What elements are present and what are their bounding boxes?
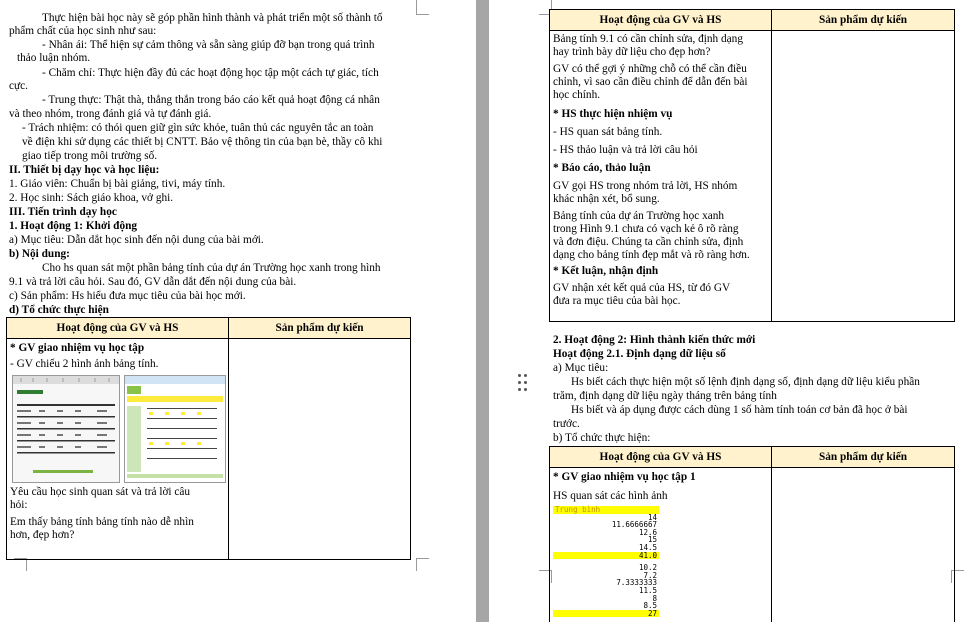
crop-mark [416,558,429,571]
activity-table-left [6,317,411,560]
sheet-cell: 14 [647,512,657,522]
section-heading: 1. Hoạt động 1: Khởi động [9,220,138,232]
activity-cell [7,339,229,560]
sheet-cell: 15 [647,535,657,545]
cell-line: GV có thể gợi ý những chỗ có thể cần điều [553,63,747,75]
paragraph-line: cực. [9,80,28,92]
product-cell [229,339,411,560]
paragraph-line: 1. Giáo viên: Chuẩn bị bài giảng, tivi, máy tính. [9,178,226,190]
column-header: Hoạt động của GV và HS [550,447,772,468]
sheet-cell-highlight: 27 [553,610,659,618]
cell-line: Bảng tính 9.1 có cần chỉnh sửa, định dạng [553,33,743,45]
activity-cell [550,468,772,622]
spreadsheet-images [10,371,225,486]
paragraph-line: Cho hs quan sát một phần bảng tính của dự án Trường học xanh trong hình [42,262,381,274]
cell-line: * Báo cáo, thảo luận [553,162,651,174]
cell-line: Em thấy bảng tính bảng tính nào dễ nhìn [10,516,194,528]
product-cell [772,468,955,622]
section-heading: d) Tổ chức thực hiện [9,304,109,316]
document-page-left [0,0,476,622]
sheet-cell: 11.6666667 [611,520,657,530]
spreadsheet-column-image [553,506,659,617]
sheet-cell: 11.5 [638,585,657,595]
column-header: Sản phẩm dự kiến [229,318,411,339]
paragraph-line: - Trung thực: Thật thà, thẳng thắn trong báo cáo kết quả hoạt động cá nhân [42,94,380,106]
sheet-cell: 10.2 [638,563,657,573]
sheet-cell: 14.5 [638,542,657,552]
paragraph-line: b) Tổ chức thực hiện: [553,432,651,444]
paragraph-line: thảo luận nhóm. [17,52,91,64]
sheet-cell-highlight: 41.0 [553,552,659,560]
cell-line: hay trình bày dữ liệu cho đẹp hơn? [553,46,711,58]
cell-line: hơn, đẹp hơn? [10,529,75,541]
column-header: Sản phẩm dự kiến [772,10,955,31]
section-heading: II. Thiết bị dạy học và học liệu: [9,164,160,176]
spreadsheet-thumbnail-formatted [124,375,226,483]
cell-line: đưa ra mục tiêu của bài học. [553,295,681,307]
spreadsheet-formatted-icon [125,376,225,482]
section-heading: III. Tiến trình dạy học [9,206,117,218]
cell-line: và đơn điệu. Chúng ta cần chỉnh sửa, định [553,236,744,248]
paragraph-line: về điện khi sử dụng các thiết bị CNTT. Bảo vệ thông tin của bạn bè, thầy cô khi [22,136,383,148]
paragraph-line: giao tiếp trong môi trường số. [22,150,158,162]
cell-line: GV nhận xét kết quả của HS, từ đó GV [553,282,731,294]
cell-line: khác nhận xét, bổ sung. [553,193,660,205]
activity-table-right-bottom [549,446,955,622]
sheet-cell: 8 [652,593,657,603]
paragraph-line: - Trách nhiệm: có thói quen giữ gìn sức khỏe, tuân thủ các nguyên tắc an toàn [22,122,374,134]
document-page-right [489,0,971,622]
paragraph-line: c) Sản phẩm: Hs hiểu đưa mục tiêu của bài học mới. [9,290,246,302]
paragraph-line: Hs biết và áp dụng được cách dùng 1 số hàm tính toán cơ bản đã học ở bài [571,404,908,416]
paragraph-line: Thực hiện bài học này sẽ góp phần hình thành và phát triển một số thành tố [42,12,383,24]
cell-line: - HS quan sát bảng tính. [553,126,663,138]
sheet-cell: 12.6 [638,527,657,537]
crop-mark [416,0,429,15]
paragraph-line: a) Mục tiêu: [553,362,609,374]
paragraph-line: - Nhân ái: Thể hiện sự cảm thông và sẵn sàng giúp đỡ bạn trong quá trình [42,39,375,51]
paragraph-line: Hs biết cách thực hiện một số lệnh định dạng số, định dạng dữ liệu kiểu phần [571,376,920,388]
cell-line: chỉnh, vì sao cần điều chỉnh để dẫn đến bài [553,76,748,88]
section-heading: Hoạt động 2.1. Định dạng dữ liệu số [553,348,726,360]
column-header: Sản phẩm dự kiến [772,447,955,468]
cell-line: * HS thực hiện nhiệm vụ [553,108,673,120]
cell-line: dạng cho bảng tính đẹp mắt và rõ ràng hơn. [553,249,750,261]
cell-line: học chính. [553,89,601,101]
paragraph-line: - Chăm chỉ: Thực hiện đầy đủ các hoạt động học tập một cách tự giác, tích [42,67,379,79]
sheet-cell: 7.3333333 [616,578,657,588]
section-heading: b) Nội dung: [9,248,70,260]
column-header: Hoạt động của GV và HS [550,10,772,31]
paragraph-line: phẩm chất của học sinh như sau: [9,25,157,37]
activity-cell [550,31,772,322]
cell-line: Bảng tính của dự án Trường học xanh [553,210,725,222]
cell-line: HS quan sát các hình ảnh [553,490,668,502]
sheet-header: Trung bình [553,506,659,514]
paragraph-line: và theo nhóm, trong đánh giá và tự đánh giá. [9,108,212,120]
cell-line: Yêu cầu học sinh quan sát và trả lời câu [10,486,191,498]
cell-line: - GV chiếu 2 hình ảnh bảng tính. [10,358,159,370]
column-header: Hoạt động của GV và HS [7,318,229,339]
spreadsheet-thumbnail-plain [12,375,120,483]
paragraph-line: a) Mục tiêu: Dẫn dắt học sinh đến nội dung của bài mới. [9,234,264,246]
product-cell [772,31,955,322]
sheet-cell: 8.5 [643,601,657,611]
cell-line: trong Hình 9.1 chưa có vạch kẻ ô rõ ràng [553,223,739,235]
paragraph-line: trăm, định dạng dữ liệu ngày tháng trên bảng tính [553,390,777,402]
activity-table-right-top [549,9,955,322]
cell-line: * GV giao nhiệm vụ học tập [10,342,145,354]
cell-line: * Kết luận, nhận định [553,265,659,277]
paragraph-line: 9.1 và trả lời câu hỏi. Sau đó, GV dẫn dắt đến nội dung của bài. [9,276,297,288]
drag-handle-icon[interactable] [518,372,528,394]
spreadsheet-grid-icon [13,376,119,482]
cell-line: GV gọi HS trong nhóm trả lời, HS nhóm [553,180,738,192]
paragraph-line: trước. [553,418,580,430]
section-heading: 2. Hoạt động 2: Hình thành kiến thức mới [553,334,756,346]
paragraph-line: 2. Học sinh: Sách giáo khoa, vở ghi. [9,192,174,204]
cell-line: - HS thảo luận và trả lời câu hỏi [553,144,698,156]
sheet-cell: 7.2 [643,570,657,580]
cell-line: hỏi: [10,499,28,511]
cell-line: * GV giao nhiệm vụ học tập 1 [553,471,696,483]
